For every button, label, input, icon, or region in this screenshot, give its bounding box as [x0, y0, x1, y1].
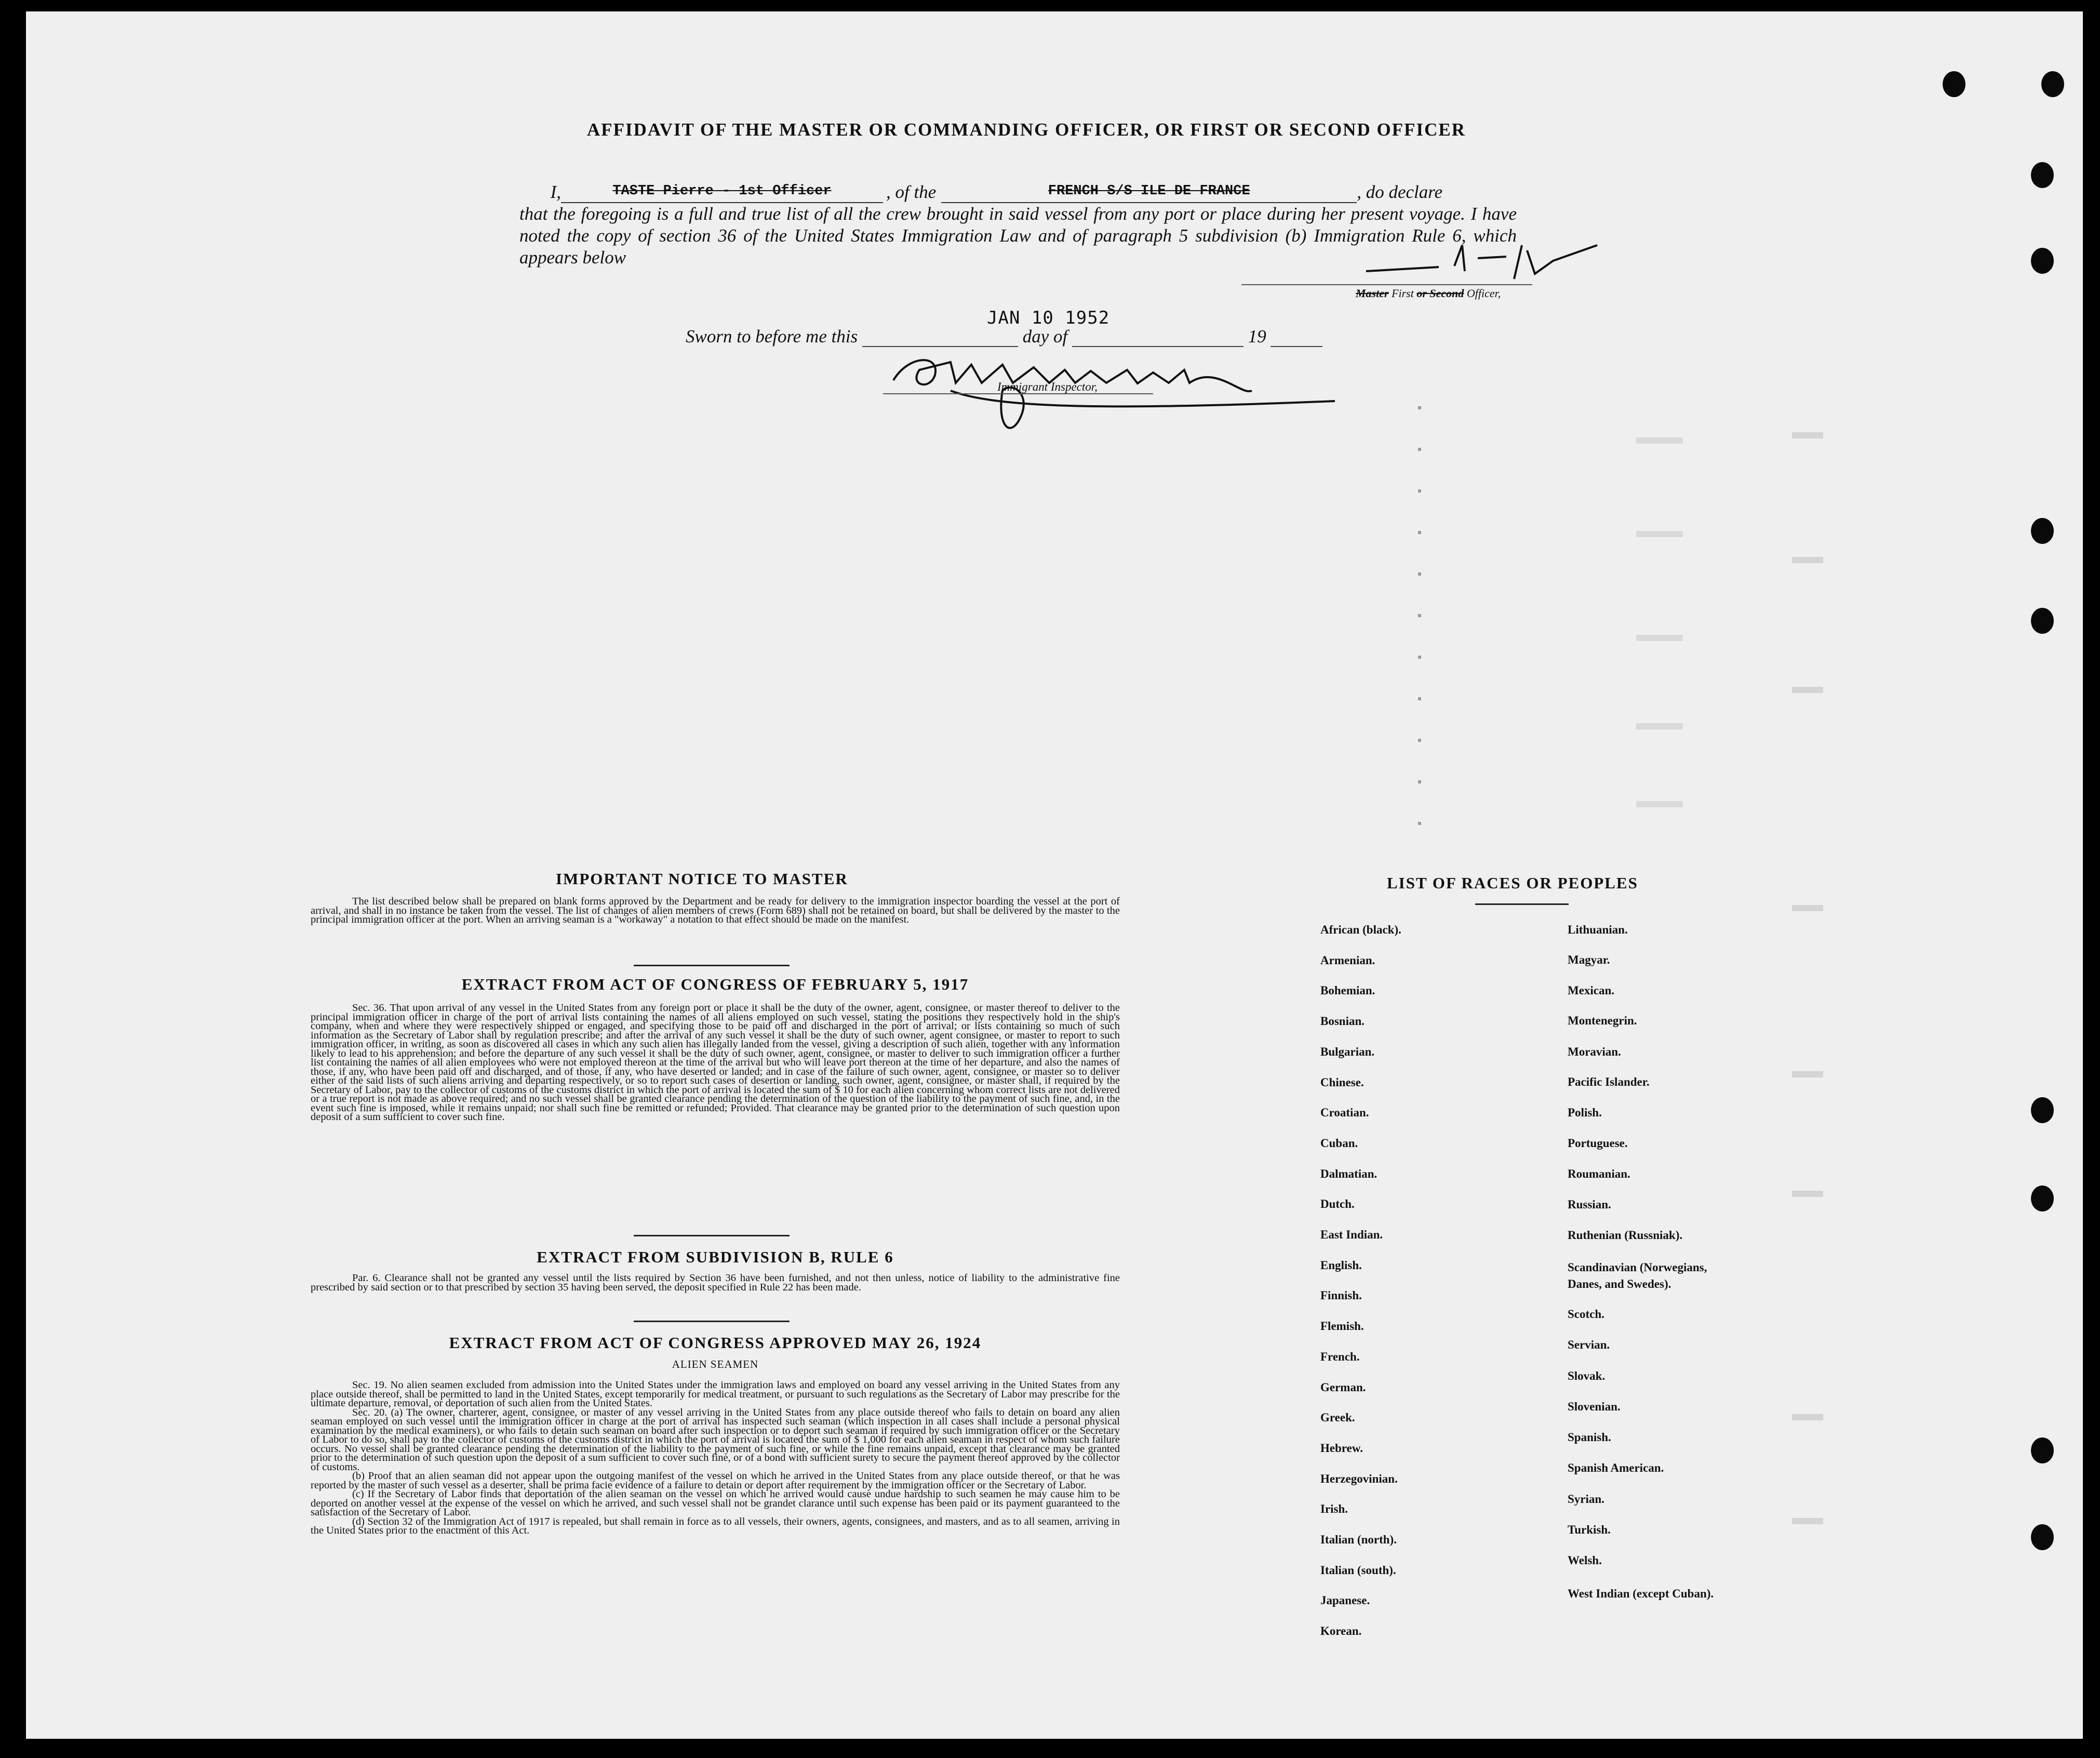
- punch-hole: [2031, 1524, 2054, 1550]
- race-item-right: Magyar.: [1568, 953, 1610, 966]
- race-item-right: Pacific Islander.: [1568, 1075, 1650, 1088]
- race-item-right: Slovak.: [1568, 1369, 1606, 1382]
- race-item-left: Dalmatian.: [1320, 1167, 1377, 1180]
- extract2-body: Par. 6. Clearance shall not be granted any vessel until the lists required by Section 36 have been furnished, and not then unless, notice of liability to the administrative fine prescribed by said section or to that prescribed by section 35 having been served, the deposit specified in Rule 22 has been made.: [311, 1272, 1120, 1293]
- vessel-name-field: FRENCH S/S ILE DE FRANCE: [941, 180, 1357, 203]
- race-item-left: German.: [1320, 1380, 1366, 1394]
- extract3-body: [311, 1381, 1120, 1536]
- race-item-left: Hebrew.: [1320, 1441, 1363, 1455]
- punch-hole: [2031, 518, 2054, 544]
- race-item-left: African (black).: [1320, 923, 1401, 936]
- race-item-left: Irish.: [1320, 1502, 1348, 1516]
- punch-hole: [2031, 1097, 2054, 1123]
- declaration-text: that the foregoing is a full and true list of all the crew brought in said vessel from any port or place during her present voyage. I have noted the copy of section 36 of the United States Immigration Law and of paragraph 5 subdivision (b) Immigration Rule 6, which appears below: [519, 204, 1517, 268]
- inspector-label: Immigrant Inspector,: [997, 380, 1098, 393]
- race-item-right: Welsh.: [1568, 1554, 1602, 1567]
- race-item-right: Scotch.: [1568, 1308, 1604, 1321]
- race-item-left: Greek.: [1320, 1411, 1355, 1424]
- punch-hole: [2031, 1437, 2054, 1463]
- race-item-left: Italian (south).: [1320, 1563, 1396, 1577]
- punch-hole: [2031, 248, 2054, 274]
- extract3-subtitle: ALIEN SEAMEN: [672, 1358, 759, 1370]
- extract3-paragraph: (d) Section 32 of the Immigration Act of 1917 is repealed, but shall remain in force as to all vessels, their owners, agents, consignees, and masters, and as to all seamen, arriving in the United States prior to the enactment of this Act.: [311, 1515, 1120, 1536]
- race-item-right: Servian.: [1568, 1338, 1610, 1351]
- decl-of: , of the: [886, 182, 937, 202]
- officer-name-field: TASTE Pierre - 1st Officer: [561, 180, 883, 203]
- section-divider: [634, 1235, 790, 1236]
- race-item-left: Bulgarian.: [1320, 1045, 1375, 1058]
- race-item-right: Ruthenian (Russniak).: [1568, 1229, 1683, 1242]
- race-item-left: Armenian.: [1320, 953, 1375, 967]
- race-item-left: Japanese.: [1320, 1594, 1370, 1607]
- extract2-title: EXTRACT FROM SUBDIVISION B, RULE 6: [537, 1248, 894, 1266]
- inspector-signature: [878, 334, 1345, 443]
- extract3-paragraph: Sec. 20. (a) The owner, charterer, agent, consignee, or master of any vessel arriving in the United States from any place outside thereof who fails to detain on board any alien seaman employed on such vessel until the immigration officer in charge at the port of arrival has inspected such seaman (which inspection in all cases shall include a personal physical examination by the medical examiners), or who fails to detain such seaman on board after such inspection or to deport such seaman if required by such immigration officer or the Secretary of Labor to do so, shall pay to the collector of customs of the customs district in which the port of arrival is located the sum of $ 1,000 for each alien seaman in respect of whom such failure occurs. No vessel shall be granted clearance pending the determination of the liability to the payment of such fine, or while the fine remains unpaid, except that clearance may be granted prior to the determination of such question upon the deposit of a sum sufficient to cover such fine, or of a bond with sufficient surety to secure the payment thereof approved by the collector of customs.: [311, 1406, 1120, 1473]
- struck-master: Master: [1356, 287, 1389, 300]
- race-item-right: Lithuanian.: [1568, 923, 1628, 936]
- race-item-right: Syrian.: [1568, 1493, 1604, 1506]
- section-divider: [634, 965, 790, 966]
- race-item-left: Herzegovinian.: [1320, 1472, 1398, 1485]
- race-item-right: Portuguese.: [1568, 1137, 1628, 1150]
- date-stamp: JAN 10 1952: [987, 308, 1110, 328]
- section-divider: [634, 1321, 790, 1322]
- race-item-right: Montenegrin.: [1568, 1014, 1637, 1027]
- extract3-paragraph: Sec. 19. No alien seamen excluded from admission into the United States under the immigration laws and employed on board any vessel arriving in the United States from any place outside thereof, shall be permitted to land in the United States, except temporarily for medical treatment, or pursuant to such regulations as the Secretary of Labor may prescribe for the ultimate departure, removal, or deportation of such alien from the United States.: [311, 1379, 1120, 1409]
- extract3-paragraph: (b) Proof that an alien seaman did not appear upon the outgoing manifest of the vessel on which he arrived in the United States from any place outside thereof, or that he was reported by the master of such vessel as a deserter, shall be prima facie evidence of a failure to detain or deport after requirement by the immigration officer or the Secretary of Labor.: [311, 1470, 1120, 1491]
- race-item-left: Bohemian.: [1320, 984, 1375, 997]
- notice-body: The list described below shall be prepared on blank forms approved by the Department and be ready for delivery to the immigration inspector boarding the vessel at the port of arrival, and shall in no instance be taken from the vessel. The list of changes of alien members of crews (Form 689) shall not be retained on board, but shall be delivered by the master to the principal immigration officer at the port. When an arriving seaman is a "workaway" a notation to that effect should be made on the manifest.: [311, 896, 1120, 925]
- sworn-statement: Sworn to before me this day of 19: [686, 326, 1322, 347]
- race-item-right: Russian.: [1568, 1198, 1611, 1211]
- race-item-right: Spanish American.: [1568, 1461, 1664, 1474]
- extract1-title: EXTRACT FROM ACT OF CONGRESS OF FEBRUARY 5, 1917: [461, 975, 969, 993]
- race-item-left: French.: [1320, 1350, 1360, 1363]
- affidavit-title: AFFIDAVIT OF THE MASTER OR COMMANDING OFFICER, OR FIRST OR SECOND OFFICER: [587, 119, 1466, 140]
- document-page: [26, 11, 2083, 1739]
- inspector-line: [883, 393, 1153, 394]
- race-item-left: Bosnian.: [1320, 1015, 1365, 1028]
- struck-second: or Second: [1416, 287, 1464, 300]
- race-item-left: English.: [1320, 1258, 1362, 1272]
- race-item-right: Turkish.: [1568, 1523, 1611, 1536]
- race-item-right: Slovenian.: [1568, 1400, 1621, 1413]
- race-item-right: Mexican.: [1568, 984, 1615, 997]
- race-item-left: East Indian.: [1320, 1228, 1383, 1241]
- race-item-right: Moravian.: [1568, 1045, 1621, 1058]
- races-title: LIST OF RACES OR PEOPLES: [1387, 874, 1638, 892]
- race-item-left: Italian (north).: [1320, 1533, 1397, 1546]
- race-item-left: Korean.: [1320, 1624, 1362, 1638]
- notice-title: IMPORTANT NOTICE TO MASTER: [556, 870, 848, 888]
- punch-hole: [2031, 1186, 2054, 1211]
- race-item-right: Spanish.: [1568, 1431, 1611, 1444]
- decl-prefix: I,: [550, 182, 561, 202]
- race-item-left: Cuban.: [1320, 1136, 1358, 1150]
- punch-hole: [2031, 608, 2054, 634]
- race-item-left: Chinese.: [1320, 1075, 1364, 1089]
- extract1-body: Sec. 36. That upon arrival of any vessel in the United States from any foreign port or place it shall be the duty of the owner, agent, consignee, or master thereof to deliver to the principal immigration officer in charge of the port of arrival lists containing the names of all aliens employed on such vessel, stating the positions they respectively hold in the ship's company, when and where they were respectively shipped or engaged, and specifying those to be paid off and discharged in the port of arrival; or lists containing so much of such information as the Secretary of Labor shall by regulation prescribe; and after the arrival of any such vessel it shall be the duty of such owner, agent consignee, or master to report to such immigration officer, in writing, as soon as discovered all cases in which any such alien has illegally landed from the vessel, giving a description of such alien, together with any information likely to lead to his apprehension; and before the departure of any such vessel it shall be the duty of such owner, agent, consignee, or master to deliver to such immigration officer a further list containing the names of all alien employees who were not employed thereon at the time of the arrival but who will leave port thereon at the time of her departure, and also the names of those, if any, who have been paid off and discharged, and of those, if any, who have deserted or landed; and in case of the failure of such owner, agent, consignee, or master so to deliver either of the said lists of such aliens arriving and departing respectively, or so to report such cases of desertion or landing, such owner, agent, consignee, or master shall, if required by the Secretary of Labor, pay to the collector of customs of the customs district in which the port of arrival is located the sum of $ 10 for each alien concerning whom correct lists are not delivered or a true report is not made as above required; and no such vessel shall be granted clearance pending the determination of the question of the liability to the payment of such fine, and, in the event such fine is imposed, while it remains unpaid; nor shall such fine be remitted or refunded; Provided. That clearance may be granted prior to the determination of such question upon deposit of a sum sufficient to cover such fine.: [311, 1002, 1120, 1123]
- race-item-left: Finnish.: [1320, 1289, 1362, 1302]
- extract3-title: EXTRACT FROM ACT OF CONGRESS APPROVED MAY 26, 1924: [449, 1334, 982, 1352]
- punch-hole: [1943, 71, 1965, 97]
- punch-hole: [2031, 162, 2054, 188]
- decl-suffix: , do declare: [1357, 182, 1443, 202]
- race-item-right: Scandinavian (Norwegians, Danes, and Swedes).: [1568, 1261, 1707, 1290]
- race-item-left: Flemish.: [1320, 1320, 1364, 1333]
- officer-title: Master First or Second Officer,: [1356, 287, 1501, 300]
- extract3-paragraph: (c) If the Secretary of Labor finds that deportation of the alien seaman on the vessel on which he arrived would cause undue hardship to such seamen he may cause him to be deported on another vessel at the expense of the vessel on which he arrived, and such vessel shall not be grandet clarance until such expense has been paid or its payment guaranteed to the satisfaction of the Secretary of Labor.: [311, 1488, 1120, 1518]
- race-item-left: Croatian.: [1320, 1106, 1369, 1120]
- race-item-left: Dutch.: [1320, 1197, 1355, 1211]
- officer-signature: [1335, 235, 1626, 292]
- race-item-right: Polish.: [1568, 1106, 1602, 1119]
- punch-hole: [2041, 71, 2064, 97]
- races-rule: [1475, 903, 1569, 905]
- race-item-right: West Indian (except Cuban).: [1568, 1587, 1714, 1600]
- race-item-right: Roumanian.: [1568, 1167, 1630, 1180]
